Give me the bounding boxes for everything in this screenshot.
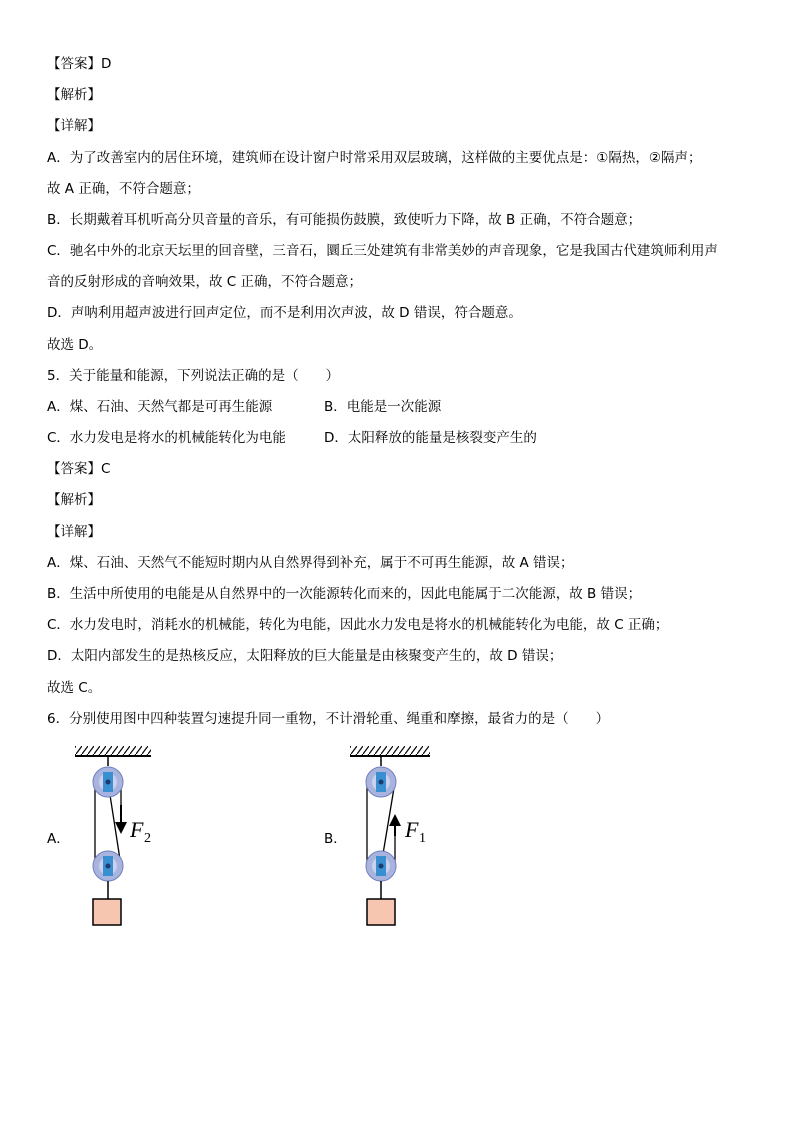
q5-option-c: C．水力发电是将水的机械能转化为电能 [47, 430, 286, 446]
explanation-c-line2: 音的反射形成的音响效果，故 C 正确，不符合题意； [47, 274, 363, 290]
question-6-stem: 6．分别使用图中四种装置匀速提升同一重物，不计滑轮重、绳重和摩擦，最省力的是（ ） [47, 711, 610, 727]
explanation-a-line1: A．为了改善室内的居住环境，建筑师在设计窗户时常采用双层玻璃，这样做的主要优点是：①隔热，②隔声； [47, 150, 702, 166]
q5-answer-label: 【答案】C [47, 461, 111, 477]
q5-explanation-c: C．水力发电时，消耗水的机械能，转化为电能，因此水力发电是将水的机械能转化为电能，故 C 正确； [47, 617, 669, 633]
force-label-f2-sub: 2 [144, 831, 151, 846]
q5-option-d: D．太阳释放的能量是核裂变产生的 [324, 430, 537, 446]
question-5-stem: 5．关于能量和能源，下列说法正确的是（ ） [47, 368, 340, 384]
weight-block [93, 899, 121, 925]
weight-block [367, 899, 395, 925]
force-label-f1: F [405, 817, 419, 842]
ceiling-hatch [75, 746, 151, 756]
q5-explanation-b: B．生活中所使用的电能是从自然界中的一次能源转化而来的，因此电能属于二次能源，故 B 错误； [47, 586, 642, 602]
explanation-c-line1: C．驰名中外的北京天坛里的回音壁，三音石，圜丘三处建筑有非常美妙的声音现象，它是我国古代建筑师利用声 [47, 243, 718, 259]
q5-analysis-label: 【解析】 [47, 492, 101, 508]
analysis-label: 【解析】 [47, 87, 101, 103]
q5-option-a: A．煤、石油、天然气都是可再生能源 [47, 399, 273, 415]
movable-pulley [366, 851, 396, 881]
q5-option-b: B．电能是一次能源 [324, 399, 442, 415]
force-label-f1-sub: 1 [419, 831, 426, 846]
q5-final-choice: 故选 C。 [47, 680, 102, 696]
explanation-d: D．声呐利用超声波进行回声定位，而不是利用次声波，故 D 错误，符合题意。 [47, 305, 522, 321]
q6-option-b-label: B． [324, 831, 347, 847]
pulley-system-a [70, 738, 170, 933]
pulley-system-b [345, 738, 445, 933]
ceiling-hatch [350, 746, 430, 756]
explanation-a-line2: 故 A 正确，不符合题意； [47, 181, 200, 197]
detail-label: 【详解】 [47, 118, 101, 134]
answer-label: 【答案】D [47, 56, 112, 72]
final-choice: 故选 D。 [47, 337, 103, 353]
q6-option-a-label: A． [47, 831, 70, 847]
explanation-b: B．长期戴着耳机听高分贝音量的音乐，有可能损伤鼓膜，致使听力下降，故 B 正确，不符合题意； [47, 212, 642, 228]
q5-detail-label: 【详解】 [47, 524, 101, 540]
fixed-pulley [93, 767, 123, 797]
force-label-f2: F [130, 817, 144, 842]
q5-explanation-d: D．太阳内部发生的是热核反应，太阳释放的巨大能量是由核聚变产生的，故 D 错误； [47, 648, 563, 664]
movable-pulley [93, 851, 123, 881]
q5-explanation-a: A．煤、石油、天然气不能短时期内从自然界得到补充，属于不可再生能源，故 A 错误； [47, 555, 574, 571]
fixed-pulley [366, 767, 396, 797]
